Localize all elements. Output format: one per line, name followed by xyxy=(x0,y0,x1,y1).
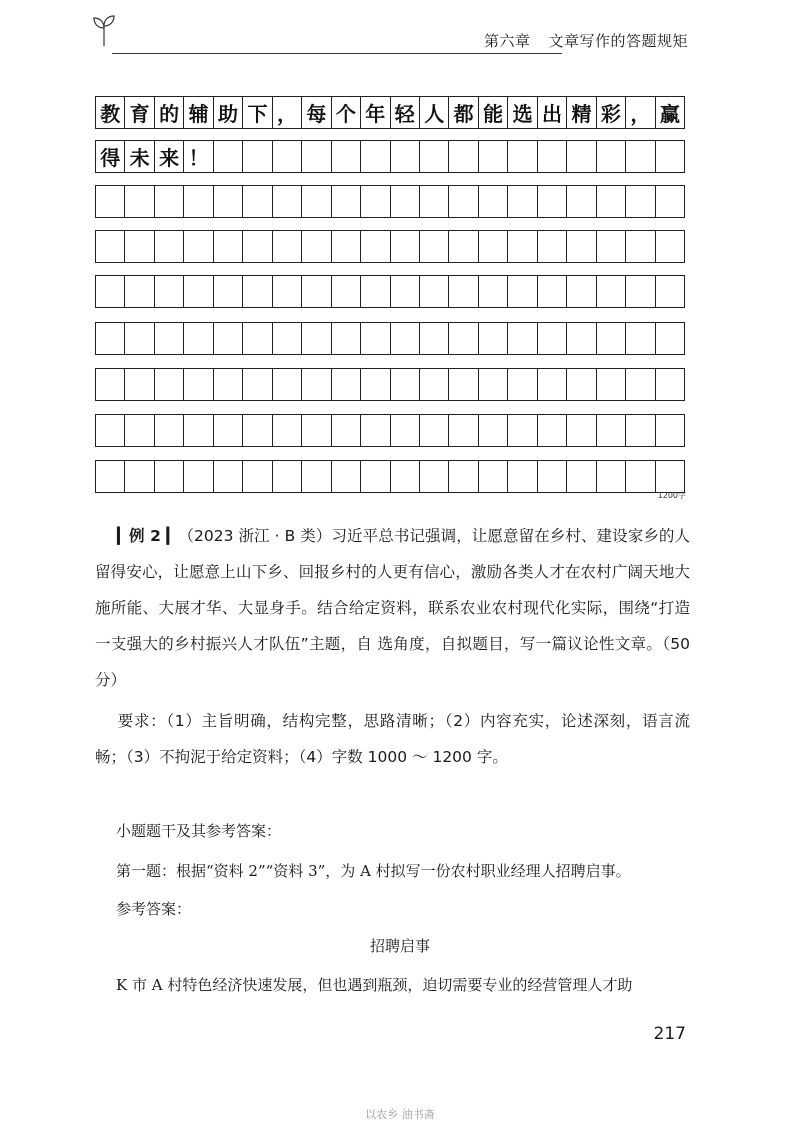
grid-cell xyxy=(420,276,449,307)
grid-cell xyxy=(214,415,243,446)
grid-cell xyxy=(449,415,478,446)
grid-cell xyxy=(567,415,596,446)
grid-cell xyxy=(96,323,125,354)
grid-cell xyxy=(626,323,655,354)
grid-cell xyxy=(479,415,508,446)
requirements-paragraph xyxy=(95,703,690,775)
grid-cell xyxy=(302,323,331,354)
grid-cell xyxy=(538,323,567,354)
grid-cell xyxy=(214,186,243,217)
grid-cell xyxy=(243,369,272,400)
grid-cell: 轻 xyxy=(391,97,420,128)
grid-cell xyxy=(155,231,184,262)
grid-cell xyxy=(449,276,478,307)
grid-cell xyxy=(155,186,184,217)
grid-cell: 彩 xyxy=(597,97,626,128)
grid-cell xyxy=(567,323,596,354)
grid-cell xyxy=(184,186,213,217)
grid-cell xyxy=(656,276,684,307)
grid-cell xyxy=(332,186,361,217)
grid-cell xyxy=(332,276,361,307)
grid-cell xyxy=(332,369,361,400)
grid-cell xyxy=(96,276,125,307)
grid-cell xyxy=(125,415,154,446)
grid-cell xyxy=(302,369,331,400)
grid-cell xyxy=(597,323,626,354)
grid-cell: 赢 xyxy=(659,102,680,126)
grid-cell xyxy=(508,231,537,262)
grid-cell: 未 xyxy=(125,141,154,172)
example-tag: ▎例 2 ▎ xyxy=(117,527,179,545)
grid-cell xyxy=(538,141,567,172)
grid-cell xyxy=(479,231,508,262)
grid-cell xyxy=(332,461,361,492)
grid-cell xyxy=(567,186,596,217)
grid-cell xyxy=(626,231,655,262)
grid-cell xyxy=(449,141,478,172)
grid-cell: 人 xyxy=(420,97,449,128)
grid-cell xyxy=(391,141,420,172)
grid-cell xyxy=(508,461,537,492)
grid-row xyxy=(95,230,685,263)
grid-cell xyxy=(125,276,154,307)
grid-cell: ！ xyxy=(184,141,213,172)
grid-cell xyxy=(243,323,272,354)
grid-cell: 助 xyxy=(214,97,243,128)
grid-cell xyxy=(508,276,537,307)
grid-cell xyxy=(302,141,331,172)
grid-cell xyxy=(96,415,125,446)
grid-row xyxy=(95,368,685,401)
grid-cell xyxy=(626,415,655,446)
grid-cell xyxy=(273,276,302,307)
grid-cell xyxy=(332,141,361,172)
grid-cell xyxy=(184,231,213,262)
grid-cell xyxy=(508,186,537,217)
grid-cell xyxy=(597,186,626,217)
grid-cell: 辅 xyxy=(184,97,213,128)
grid-cell xyxy=(449,186,478,217)
grid-cell xyxy=(656,141,684,172)
grid-cell xyxy=(302,186,331,217)
grid-cell: 得 xyxy=(96,141,125,172)
grid-cell xyxy=(184,461,213,492)
grid-cell xyxy=(597,461,626,492)
grid-cell xyxy=(361,461,390,492)
word-count-marker: 1200字 xyxy=(657,491,686,500)
grid-cell xyxy=(626,276,655,307)
grid-cell xyxy=(243,186,272,217)
grid-cell xyxy=(656,231,684,262)
grid-cell xyxy=(420,415,449,446)
grid-cell xyxy=(361,276,390,307)
grid-cell xyxy=(332,323,361,354)
grid-cell xyxy=(214,276,243,307)
grid-cell xyxy=(96,461,125,492)
grid-row xyxy=(95,96,685,129)
grid-cell xyxy=(538,461,567,492)
grid-cell xyxy=(567,231,596,262)
grid-cell xyxy=(361,369,390,400)
grid-cell xyxy=(597,231,626,262)
grid-cell: 出 xyxy=(538,97,567,128)
sub-heading: 小题题干及其参考答案： xyxy=(116,822,282,840)
grid-cell xyxy=(155,276,184,307)
grid-cell: 能 xyxy=(479,97,508,128)
grid-cell xyxy=(538,415,567,446)
grid-cell xyxy=(184,323,213,354)
grid-cell xyxy=(420,231,449,262)
grid-cell xyxy=(508,141,537,172)
grid-cell xyxy=(479,461,508,492)
grid-cell xyxy=(361,415,390,446)
example-text: （2023 浙江 · B 类）习近平总书记强调，让愿意留在乡村、建设家乡的人留得安心，让愿意上山下乡、回报乡村的人更有信心，激励各类人才在农村广阔天地大施所能、大展才华、大显身手。结合给定资料，联系农业农村现代化实际，围绕“打造一支强大的乡村振兴人才队伍”主题，自 选角度，自拟题目，写一篇议论性文章。（50 分） xyxy=(95,527,690,689)
grid-cell xyxy=(214,461,243,492)
grid-cell xyxy=(508,323,537,354)
grid-cell xyxy=(479,141,508,172)
grid-cell xyxy=(155,415,184,446)
grid-cell: 下 xyxy=(243,97,272,128)
grid-cell xyxy=(302,276,331,307)
grid-cell xyxy=(125,186,154,217)
grid-cell xyxy=(155,369,184,400)
grid-cell xyxy=(391,461,420,492)
grid-cell: 个 xyxy=(332,97,361,128)
grid-cell xyxy=(420,369,449,400)
grid-cell xyxy=(273,323,302,354)
grid-cell xyxy=(656,323,684,354)
grid-cell xyxy=(243,231,272,262)
grid-cell xyxy=(243,461,272,492)
grid-cell xyxy=(567,461,596,492)
grid-cell xyxy=(96,186,125,217)
page-header xyxy=(92,14,688,54)
grid-cell xyxy=(449,369,478,400)
grid-cell xyxy=(243,415,272,446)
grid-cell xyxy=(391,323,420,354)
grid-cell xyxy=(273,141,302,172)
grid-cell xyxy=(184,369,213,400)
grid-cell xyxy=(273,369,302,400)
requirements-text: 要求：（1）主旨明确，结构完整，思路清晰；（2）内容充实，论述深刻，语言流畅；（3）不拘泥于给定资料；（4）字数 1000 ～ 1200 字。 xyxy=(95,712,690,766)
grid-cell xyxy=(391,186,420,217)
grid-cell: 都 xyxy=(449,97,478,128)
grid-cell xyxy=(538,186,567,217)
grid-cell: 育 xyxy=(125,97,154,128)
header-title xyxy=(484,30,688,51)
answer-text: K 市 A 村特色经济快速发展，但也遇到瓶颈，迫切需要专业的经营管理人才助 xyxy=(116,976,633,994)
grid-cell xyxy=(302,415,331,446)
grid-cell xyxy=(96,369,125,400)
grid-cell xyxy=(155,461,184,492)
header-rule xyxy=(112,53,562,54)
grid-cell xyxy=(656,461,684,492)
grid-cell xyxy=(361,323,390,354)
grid-cell xyxy=(449,461,478,492)
grid-cell xyxy=(332,415,361,446)
grid-cell xyxy=(508,415,537,446)
grid-row xyxy=(95,275,685,308)
grid-cell xyxy=(449,231,478,262)
grid-cell: 年 xyxy=(361,97,390,128)
grid-cell xyxy=(420,141,449,172)
grid-row xyxy=(95,460,685,493)
grid-cell xyxy=(302,461,331,492)
grid-cell xyxy=(656,369,684,400)
grid-cell xyxy=(597,369,626,400)
grid-cell xyxy=(125,231,154,262)
grid-cell xyxy=(155,323,184,354)
grid-cell: 教 xyxy=(96,97,125,128)
grid-cell xyxy=(567,141,596,172)
grid-cell xyxy=(243,141,272,172)
grid-cell xyxy=(184,415,213,446)
grid-cell xyxy=(538,231,567,262)
grid-cell xyxy=(538,276,567,307)
grid-cell xyxy=(273,415,302,446)
grid-cell xyxy=(538,369,567,400)
grid-cell xyxy=(626,461,655,492)
grid-cell xyxy=(391,276,420,307)
grid-cell xyxy=(479,186,508,217)
grid-cell xyxy=(214,323,243,354)
grid-cell: 的 xyxy=(155,97,184,128)
grid-cell xyxy=(508,369,537,400)
grid-row xyxy=(95,322,685,355)
grid-cell xyxy=(567,369,596,400)
answer-title: 招聘启事 xyxy=(369,937,430,955)
sprout-icon xyxy=(92,14,116,48)
page-number: 217 xyxy=(653,1024,686,1044)
grid-cell xyxy=(125,369,154,400)
grid-cell xyxy=(361,231,390,262)
grid-cell xyxy=(449,323,478,354)
watermark: 以农乡 油书斋 xyxy=(365,1108,435,1121)
grid-cell: 选 xyxy=(508,97,537,128)
grid-cell xyxy=(361,141,390,172)
grid-cell xyxy=(332,231,361,262)
grid-cell xyxy=(273,461,302,492)
grid-cell xyxy=(214,231,243,262)
grid-cell xyxy=(626,186,655,217)
grid-cell: ， xyxy=(626,97,655,128)
grid-cell xyxy=(184,276,213,307)
grid-cell xyxy=(214,369,243,400)
grid-cell: 来 xyxy=(155,141,184,172)
grid-row xyxy=(95,140,685,173)
grid-cell xyxy=(125,461,154,492)
example-paragraph xyxy=(95,518,690,698)
grid-cell xyxy=(391,369,420,400)
grid-cell xyxy=(479,276,508,307)
grid-cell xyxy=(361,186,390,217)
grid-cell: 每 xyxy=(302,97,331,128)
grid-cell xyxy=(626,141,655,172)
chapter-title: 文章写作的答题规矩 xyxy=(548,32,688,50)
grid-cell xyxy=(420,323,449,354)
grid-cell xyxy=(597,141,626,172)
grid-cell xyxy=(597,415,626,446)
grid-cell xyxy=(479,323,508,354)
grid-row xyxy=(95,414,685,447)
grid-cell xyxy=(391,415,420,446)
grid-cell xyxy=(656,415,684,446)
grid-cell xyxy=(125,323,154,354)
grid-cell xyxy=(479,369,508,400)
question-one: 第一题：根据“资料 2”“资料 3”，为 A 村拟写一份农村职业经理人招聘启事。 xyxy=(116,862,631,880)
grid-cell xyxy=(273,231,302,262)
grid-cell xyxy=(420,186,449,217)
grid-cell xyxy=(302,231,331,262)
grid-cell xyxy=(391,231,420,262)
grid-row xyxy=(95,185,685,218)
grid-cell xyxy=(420,461,449,492)
grid-cell xyxy=(243,276,272,307)
grid-cell: 精 xyxy=(567,97,596,128)
grid-cell: ， xyxy=(273,97,302,128)
answer-label: 参考答案： xyxy=(116,900,192,918)
grid-cell xyxy=(567,276,596,307)
chapter-label: 第六章 xyxy=(483,32,531,50)
grid-cell xyxy=(96,231,125,262)
grid-cell xyxy=(214,141,243,172)
grid-cell xyxy=(626,369,655,400)
grid-cell xyxy=(656,186,684,217)
grid-cell xyxy=(273,186,302,217)
grid-cell xyxy=(597,276,626,307)
